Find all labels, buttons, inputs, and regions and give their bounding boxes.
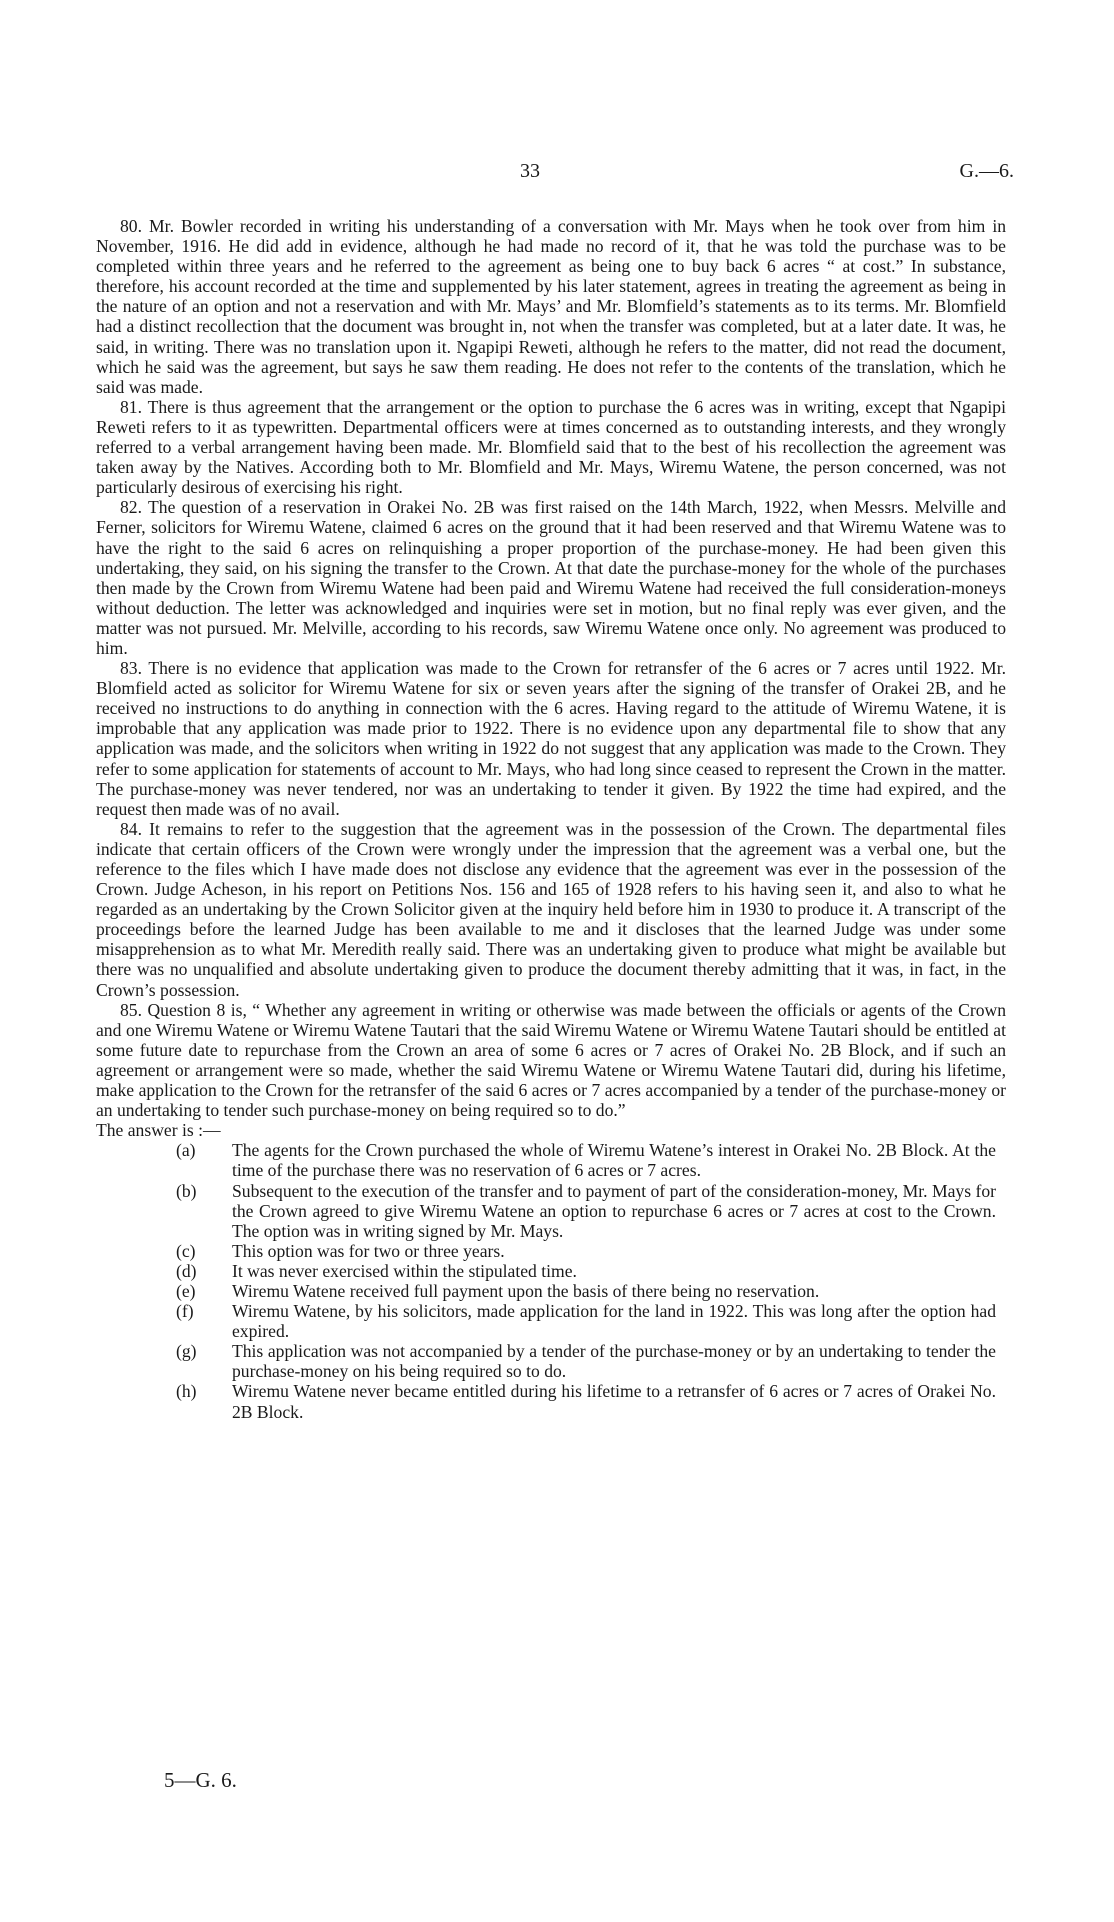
answer-item-a [96, 1140, 1006, 1180]
answer-text: Wiremu Watene, by his solicitors, made application for the land in 1922. This was long after the option had expired. [232, 1301, 996, 1342]
paragraph-83: 83. There is no evidence that application was made to the Crown for retransfer of the 6 acres or 7 acres until 1922. Mr. Blomfield acted as solicitor for Wiremu Watene for six or seven years after the signing of the transfer of Orakei 2B, and he received no instructions to do anything in connection with the 6 acres. Having regard to the attitude of Wiremu Watene, it is improbable that any application was made prior to 1922. There is no evidence upon any departmental file to show that any application was made, and the solicitors when writing in 1922 do not suggest that any application was made to the Crown. They refer to some application for statements of account to Mr. Mays, who had long since ceased to represent the Crown in the matter. The purchase-money was never tendered, nor was an undertaking to tender it given. By 1922 the time had expired, and the request then made was of no avail. [96, 658, 1006, 819]
answer-text: Wiremu Watene never became entitled during his lifetime to a retransfer of 6 acres or 7 acres of Orakei No. 2B Block. [232, 1381, 996, 1422]
answer-mark: (c) [176, 1240, 196, 1261]
document-body [96, 216, 1006, 1422]
answer-mark: (e) [176, 1280, 196, 1301]
paragraph-82: 82. The question of a reservation in Orakei No. 2B was first raised on the 14th March, 1922, when Messrs. Melville and Ferner, solicitors for Wiremu Watene, claimed 6 acres on the ground that it had been reserved and that Wiremu Watene was to have the right to the said 6 acres on relinquishing a proper proportion of the purchase-money. He had been given this undertaking, they said, on his signing the transfer to the Crown. At that date the purchase-money for the whole of the purchases then made by the Crown from Wiremu Watene had been paid and Wiremu Watene had received the full consideration-moneys without deduction. The letter was acknowledged and inquiries were set in motion, but no final reply was ever given, and the matter was not pursued. Mr. Melville, according to his records, saw Wiremu Watene once only. No agreement was produced to him. [96, 497, 1006, 658]
answer-item-f [96, 1301, 1006, 1341]
answer-intro: The answer is :— [96, 1120, 221, 1141]
answer-mark: (d) [176, 1260, 197, 1281]
answer-mark: (b) [176, 1180, 197, 1201]
answer-item-c [96, 1241, 1006, 1261]
answer-item-h [96, 1381, 1006, 1421]
answer-text: Subsequent to the execution of the transfer and to payment of part of the consideration-money, Mr. Mays for the Crown agreed to give Wiremu Watene an option to repurchase 6 acres or 7 acres at cost to the Crown. The option was in writing signed by Mr. Mays. [232, 1180, 996, 1241]
answer-item-b [96, 1181, 1006, 1241]
footer-code: 5—G. 6. [164, 1768, 237, 1792]
answer-mark: (f) [176, 1301, 194, 1322]
paragraph-81: 81. There is thus agreement that the arrangement or the option to purchase the 6 acres was in writing, except that Ngapipi Reweti refers to it as typewritten. Departmental officers were at times concerned as to outstanding interests, and they wrongly referred to a verbal arrangement having been made. Mr. Blomfield said that to the best of his recollection the agreement was taken away by the Natives. According both to Mr. Blomfield and Mr. Mays, Wiremu Watene, the person concerned, was not particularly desirous of exercising his right. [96, 396, 1006, 498]
answer-item-e [96, 1281, 1006, 1301]
answer-text: It was never exercised within the stipulated time. [232, 1260, 577, 1281]
answer-item-g [96, 1341, 1006, 1381]
answer-text: Wiremu Watene received full payment upon the basis of there being no reservation. [232, 1280, 820, 1301]
answer-text: This application was not accompanied by a tender of the purchase-money or by an undertaking to tender the purchase-money on his being required so to do. [232, 1341, 996, 1382]
answer-mark: (h) [176, 1381, 197, 1402]
answer-text: This option was for two or three years. [232, 1240, 505, 1261]
paragraph-84: 84. It remains to refer to the suggestion that the agreement was in the possession of the Crown. The departmental files indicate that certain officers of the Crown were wrongly under the impression that the agreement was a verbal one, but the reference to the files which I have made does not disclose any evidence that the agreement was ever in the possession of the Crown. Judge Acheson, in his report on Petitions Nos. 156 and 165 of 1928 refers to his having seen it, and also to what he regarded as an undertaking by the Crown Solicitor given at the inquiry held before him in 1930 to produce it. A transcript of the proceedings before the learned Judge has been available to me and it discloses that the learned Judge was under some misapprehension as to what Mr. Meredith really said. There was an undertaking given to produce what might be available but there was no unqualified and absolute undertaking given to produce the document thereby admitting that it was, in fact, in the Crown’s possession. [96, 818, 1006, 1000]
answer-item-d [96, 1261, 1006, 1281]
paragraph-85: 85. Question 8 is, “ Whether any agreement in writing or otherwise was made between the officials or agents of the Crown and one Wiremu Watene or Wiremu Watene Tautari that the said Wiremu Watene or Wiremu Watene Tautari should be entitled at some future date to repurchase from the Crown an area of some 6 acres or 7 acres of Orakei No. 2B Block, and if such an agreement or arrangement were so made, whether the said Wiremu Watene or Wiremu Watene Tautari did, during his lifetime, make application to the Crown for the retransfer of the said 6 acres or 7 acres accompanied by a tender of the purchase-money or an undertaking to tender such purchase-money on being required so to do.” [96, 999, 1006, 1121]
answer-mark: (a) [176, 1140, 196, 1161]
answer-text: The agents for the Crown purchased the whole of Wiremu Watene’s interest in Orakei No. 2B Block. At the time of the purchase there was no reservation of 6 acres or 7 acres. [232, 1140, 996, 1181]
answer-list [96, 1140, 1006, 1421]
answer-mark: (g) [176, 1341, 197, 1362]
document-code: G.—6. [959, 160, 1014, 182]
paragraph-80: 80. Mr. Bowler recorded in writing his understanding of a conversation with Mr. Mays when he took over from him in November, 1916. He did add in evidence, although he had made no record of it, that he was told the purchase was to be completed within three years and he referred to the agreement as being one to buy back 6 acres “ at cost.” In substance, therefore, his account recorded at the time and supplemented by his later statement, agrees in treating the agreement as being in the nature of an option and not a reservation and with Mr. Mays’ and Mr. Blomfield’s statements as to its terms. Mr. Blomfield had a distinct recollection that the document was brought in, not when the transfer was completed, but at a later date. It was, he said, in writing. There was no translation upon it. Ngapipi Reweti, although he refers to the matter, did not read the document, which he said was the agreement, but says he saw them reading. He does not refer to the contents of the translation, which he said was made. [96, 216, 1006, 397]
page-number: 33 [520, 160, 540, 182]
